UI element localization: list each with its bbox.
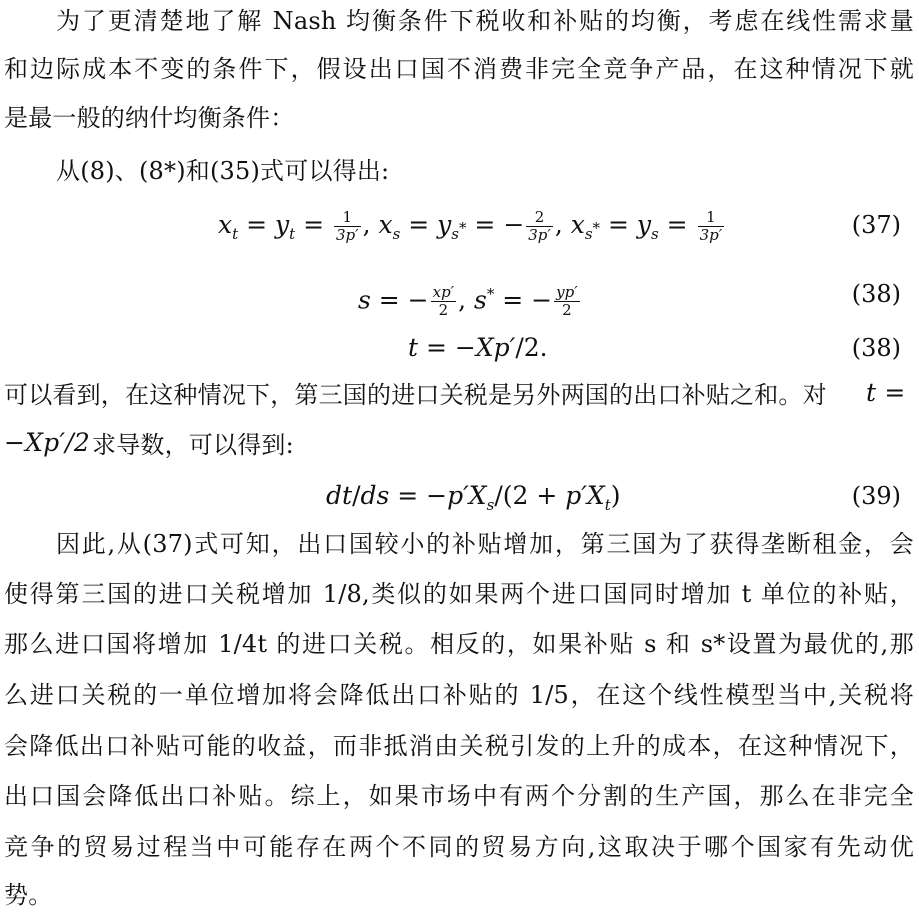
equation-38b-row bbox=[0, 324, 919, 372]
equation-37-row bbox=[0, 201, 919, 249]
paragraph1-line1: 为了更清楚地了解 Nash 均衡条件下税收和补贴的均衡，考虑在线性需求量 bbox=[56, 7, 914, 35]
equation-39-number: (39) bbox=[851, 482, 901, 510]
paragraph3-line3: 那么进口国将增加 1/4t 的进口关税。相反的，如果补贴 s 和 s*设置为最优的,那 bbox=[4, 630, 914, 658]
equation-38a-number: (38) bbox=[851, 280, 901, 308]
paragraph3-line5: 会降低出口补贴可能的收益，而非抵消由关税引发的上升的成本，在这种情况下， bbox=[4, 732, 914, 760]
paragraph3-line8: 势。 bbox=[4, 881, 53, 909]
paragraph1-line2: 和边际成本不变的条件下，假设出口国不消费非完全竞争产品，在这种情况下就 bbox=[4, 55, 914, 83]
equation-38b-number: (38) bbox=[851, 334, 901, 362]
paragraph1-line3: 是最一般的纳什均衡条件： bbox=[4, 104, 295, 132]
equation-38a-row bbox=[0, 270, 919, 318]
paragraph2-line2-head: −Xp′/2 bbox=[4, 428, 90, 457]
equation-38a: s = − $\frac{xp'}{2}$ , s* = − $\frac{yp'}{2}$ bbox=[358, 283, 578, 320]
equation-39: $dt/ds = -p'X_s/(2 + p'X_t)$ bbox=[326, 481, 621, 514]
equation-39-row bbox=[0, 472, 919, 520]
paragraph3-line1: 因此,从(37)式可知，出口国较小的补贴增加，第三国为了获得垄断租金，会 bbox=[56, 530, 914, 558]
paragraph3-line6: 出口国会降低出口补贴。综上，如果市场中有两个分割的生产国，那么在非完全 bbox=[4, 782, 914, 810]
equation-38b: t = −Xp′/2. bbox=[408, 333, 548, 362]
equation-37: $x_t = y_t$ = $\frac{1}{3p'}$ , $x_s = y_{s^*}$ = − $\frac{2}{3p'}$ , $x_{s^*} = y_s$ = $\frac{1}{3p'}$ bbox=[218, 208, 723, 244]
paragraph2-line1-tail: t = bbox=[866, 378, 906, 407]
paragraph3-line4: 么进口关税的一单位增加将会降低出口补贴的 1/5，在这个线性模型当中,关税将 bbox=[4, 681, 914, 709]
paragraph2-line1: 可以看到，在这种情况下，第三国的进口关税是另外两国的出口补贴之和。对 bbox=[4, 381, 827, 409]
intro-line: 从(8)、(8*)和(35)式可以得出: bbox=[56, 157, 390, 185]
paragraph3-line2: 使得第三国的进口关税增加 1/8,类似的如果两个进口国同时增加 t 单位的补贴， bbox=[4, 580, 914, 608]
paragraph3-line7: 竞争的贸易过程当中可能存在两个不同的贸易方向,这取决于哪个国家有先动优 bbox=[4, 833, 914, 861]
equation-37-number: (37) bbox=[851, 211, 901, 239]
paragraph2-line2: 求导数，可以得到: bbox=[92, 431, 294, 459]
